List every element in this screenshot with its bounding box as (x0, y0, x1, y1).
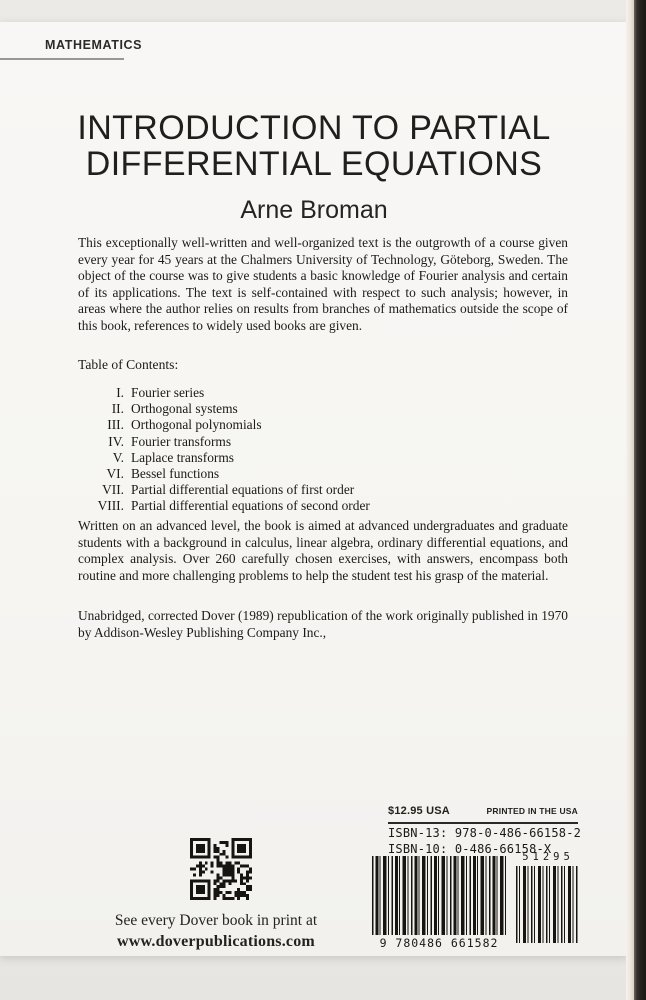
ean-barcode (372, 856, 506, 935)
toc-item (78, 450, 498, 466)
isbn-divider-rule (388, 822, 578, 824)
toc-item-label: Bessel functions (131, 466, 220, 482)
qr-code-canvas (190, 838, 252, 900)
toc-item-numeral: V. (112, 449, 124, 465)
book-title (0, 110, 628, 182)
toc-item-label: Laplace transforms (131, 449, 234, 465)
toc-item-label: Partial differential equations of second order (131, 498, 370, 514)
toc-item-label: Partial differential equations of first order (131, 482, 355, 498)
toc-item (78, 401, 498, 417)
toc-item (78, 385, 498, 401)
book-author: Arne Broman (240, 196, 388, 224)
category-label: MATHEMATICS (45, 38, 143, 52)
isbn-10: ISBN-10: 0-486-66158-X (388, 841, 552, 856)
toc-item-label: Fourier series (131, 385, 205, 400)
price-row (388, 805, 578, 817)
book-front-cover-edge (634, 0, 646, 1000)
description-paragraph-2: Written on an advanced level, the book is aimed at advanced undergraduates and graduate students with a background in calculus, linear algebra, ordinary differential equations, and complex analysis. Over 260 carefully chosen exercises, with answers, encompass both routine and more challenging problems to help the student test his grasp of the material. (78, 518, 568, 583)
toc-item-numeral: VI. (106, 466, 124, 482)
toc-item-label: Orthogonal systems (131, 401, 238, 417)
toc-item-label: Orthogonal polynomials (131, 417, 262, 433)
toc-item-label: Fourier transforms (131, 433, 232, 449)
toc-item (78, 482, 498, 498)
publication-note: Unabridged, corrected Dover (1989) republication of the work originally published in 1970 by Addison-Wesley Publishing Company Inc., (78, 608, 568, 640)
dover-caption (55, 910, 377, 952)
description-paragraph-1: This exceptionally well-written and well-organized text is the outgrowth of a course given every year for 45 years at the Chalmers University of Technology, Göteborg, Sweden. The object of the course was to give students a basic knowledge of Fourier analysis and certain of its applications. The text is self-contained with respect to such analysis; however, in areas where the author relies on results from branches of mathematics outside the scope of this book, references to widely used books are given. (78, 235, 568, 333)
price-label: $12.95 USA (388, 805, 450, 817)
book-title-line1: INTRODUCTION TO PARTIAL (77, 109, 551, 147)
toc-item-numeral: III. (107, 417, 124, 433)
toc-item-numeral: II. (111, 401, 124, 417)
toc-heading: Table of Contents: (78, 357, 179, 372)
toc-item-numeral: IV. (108, 433, 124, 449)
dover-caption-text: See every Dover book in print at (114, 912, 318, 929)
table-of-contents (78, 385, 498, 515)
book-back-cover (0, 22, 628, 956)
category-underline (0, 58, 124, 60)
printed-in-label: PRINTED IN THE USA (486, 806, 578, 816)
toc-item-numeral: I. (116, 385, 124, 400)
toc-item (78, 466, 498, 482)
qr-code-icon (190, 838, 252, 900)
price-code-number: 51295 (522, 851, 574, 863)
toc-item (78, 417, 498, 433)
toc-item-numeral: VIII. (97, 498, 124, 514)
price-code-barcode (516, 866, 578, 943)
isbn-13: ISBN-13: 978-0-486-66158-2 (388, 826, 582, 840)
book-page-edge (626, 0, 634, 1000)
toc-item (78, 434, 498, 450)
dover-website-url: www.doverpublications.com (117, 933, 315, 950)
book-title-line2: DIFFERENTIAL EQUATIONS (85, 145, 543, 183)
ean-barcode-number: 9 780486 661582 (379, 936, 499, 950)
toc-item (78, 498, 498, 514)
toc-item-numeral: VII. (102, 482, 124, 498)
